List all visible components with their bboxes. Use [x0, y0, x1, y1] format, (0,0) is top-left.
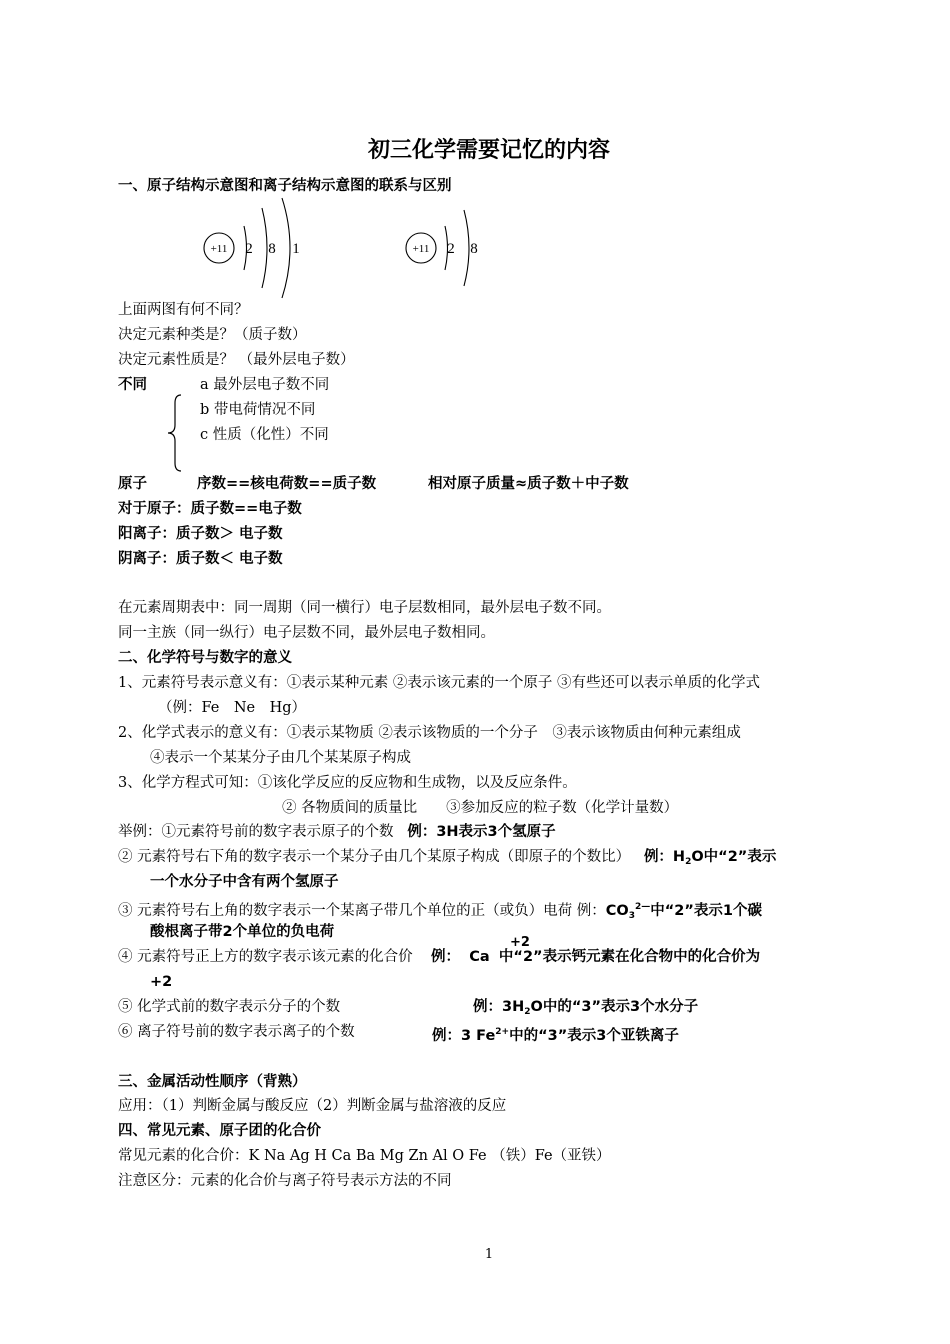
example-1-text: 举例：①元素符号前的数字表示原子的个数: [118, 824, 394, 840]
page-number: 1: [484, 1247, 494, 1262]
example-3-text: ③ 元素符号右上角的数字表示一个某离子带几个单位的正（或负）电荷 例：: [118, 903, 606, 919]
rule-cation: 阳离子：质子数＞ 电子数: [118, 526, 283, 542]
example-4: [118, 946, 760, 968]
example-2-text: ② 元素符号右下角的数字表示一个某分子由几个某原子构成（即原子的个数比）: [118, 849, 631, 865]
example-1-case: 例：3H表示3个氢原子: [407, 824, 556, 840]
ion-diagram: [406, 210, 478, 286]
example-2: [118, 846, 776, 873]
ion-shell-1-count: 2: [447, 241, 455, 257]
question-difference: 上面两图有何不同？: [118, 302, 249, 318]
formula-meaning-line-2: ④表示一个某某分子由几个某某原子构成: [150, 750, 411, 766]
example-6: [118, 1021, 355, 1043]
atom-shell-2-count: 8: [268, 241, 276, 257]
example-3-case: $CO_3^{2—}$中“2”表示1个碳: [605, 902, 762, 921]
rule-atom: 对于原子：质子数==电子数: [118, 501, 302, 517]
example-4-valence-mark: +2: [510, 935, 530, 950]
atom-rule-label: 原子: [118, 476, 147, 492]
section-4-heading: 四、常见元素、原子团的化合价: [118, 1123, 321, 1139]
atom-shell-1-count: 2: [245, 241, 253, 257]
question-element-type: 决定元素种类是？（质子数）: [118, 327, 307, 343]
structure-diagrams: [195, 196, 515, 300]
atom-shell-arc-3: [282, 198, 290, 298]
section-3-heading: 三、金属活动性顺序（背熟）: [118, 1074, 307, 1090]
difference-item-b: b 带电荷情况不同: [200, 402, 316, 418]
equation-meaning-line-2: ② 各物质间的质量比 ③参加反应的粒子数（化学计量数）: [282, 800, 679, 816]
example-4-continued: +2: [150, 974, 173, 990]
example-4-label: 例：: [431, 949, 461, 965]
example-3-continued: 酸根离子带2个单位的负电荷: [150, 924, 335, 940]
periodic-period-rule: 在元素周期表中：同一周期（同一横行）电子层数相同，最外层电子数不同。: [118, 600, 611, 616]
metal-activity-application: 应用：（1）判断金属与酸反应（2）判断金属与盐溶液的反应: [118, 1098, 507, 1114]
page-title: 初三化学需要记忆的内容: [367, 138, 610, 163]
periodic-group-rule: 同一主族（同一纵行）电子层数不同，最外层电子数相同。: [118, 625, 495, 641]
example-5: [118, 996, 340, 1018]
equation-meaning-line: 3、化学方程式可知：①该化学反应的反应物和生成物，以及反应条件。: [118, 775, 577, 791]
example-4-case: 中“2”表示钙元素在化合物中的化合价为: [498, 949, 761, 965]
question-element-property: 决定元素性质是？ （最外层电子数）: [118, 352, 355, 368]
atom-nucleus-charge: +11: [210, 243, 228, 255]
atom-rule-numbers: 序数==核电荷数==质子数: [197, 476, 377, 492]
left-brace: [165, 393, 187, 473]
example-1: [118, 821, 556, 843]
example-2-case: 例：$H_2O$中“2”表示: [643, 849, 777, 867]
symbol-meaning-line: 1、元素符号表示意义有：①表示某种元素 ②表示该元素的一个原子 ③有些还可以表示单质的化学式: [118, 675, 760, 691]
atom-shell-arc-2: [262, 208, 267, 288]
difference-item-c: c 性质（化性）不同: [200, 427, 329, 443]
section-2-heading: 二、化学符号与数字的意义: [118, 650, 292, 666]
atom-rule-mass: 相对原子质量≈质子数＋中子数: [428, 476, 629, 492]
example-6-case: 例：3 $Fe^{2+}$中的“3”表示3个亚铁离子: [432, 1027, 679, 1044]
example-2-continued: 一个水分子中含有两个氢原子: [150, 874, 339, 890]
valence-note: 注意区分：元素的化合价与离子符号表示方法的不同: [118, 1173, 452, 1189]
example-5-text: ⑤ 化学式前的数字表示分子的个数: [118, 999, 341, 1015]
example-4-text: ④ 元素符号正上方的数字表示该元素的化合价: [118, 949, 413, 965]
ion-shell-arc-2: [464, 210, 469, 286]
symbol-meaning-example: （例：Fe Ne Hg）: [158, 700, 307, 716]
ion-shell-2-count: 8: [470, 241, 478, 257]
rule-anion: 阴离子：质子数＜ 电子数: [118, 551, 283, 567]
section-1-heading: 一、原子结构示意图和离子结构示意图的联系与区别: [118, 178, 452, 194]
difference-item-a: a 最外层电子数不同: [200, 377, 330, 393]
atom-diagram: [204, 198, 300, 298]
formula-meaning-line: 2、化学式表示的意义有：①表示某物质 ②表示该物质的一个分子 ③表示该物质由何种元素组成: [118, 725, 741, 741]
example-4-symbol: Ca: [469, 949, 490, 965]
example-6-text: ⑥ 离子符号前的数字表示离子的个数: [118, 1024, 355, 1040]
atom-shell-3-count: 1: [292, 241, 300, 257]
ion-nucleus-charge: +11: [412, 243, 430, 255]
example-5-case: 例：$3H_2O$中的“3”表示3个水分子: [473, 999, 699, 1017]
difference-label: 不同: [118, 377, 147, 393]
common-valences: 常见元素的化合价：K Na Ag H Ca Ba Mg Zn Al O Fe （铁）Fe（亚铁）: [118, 1148, 611, 1164]
